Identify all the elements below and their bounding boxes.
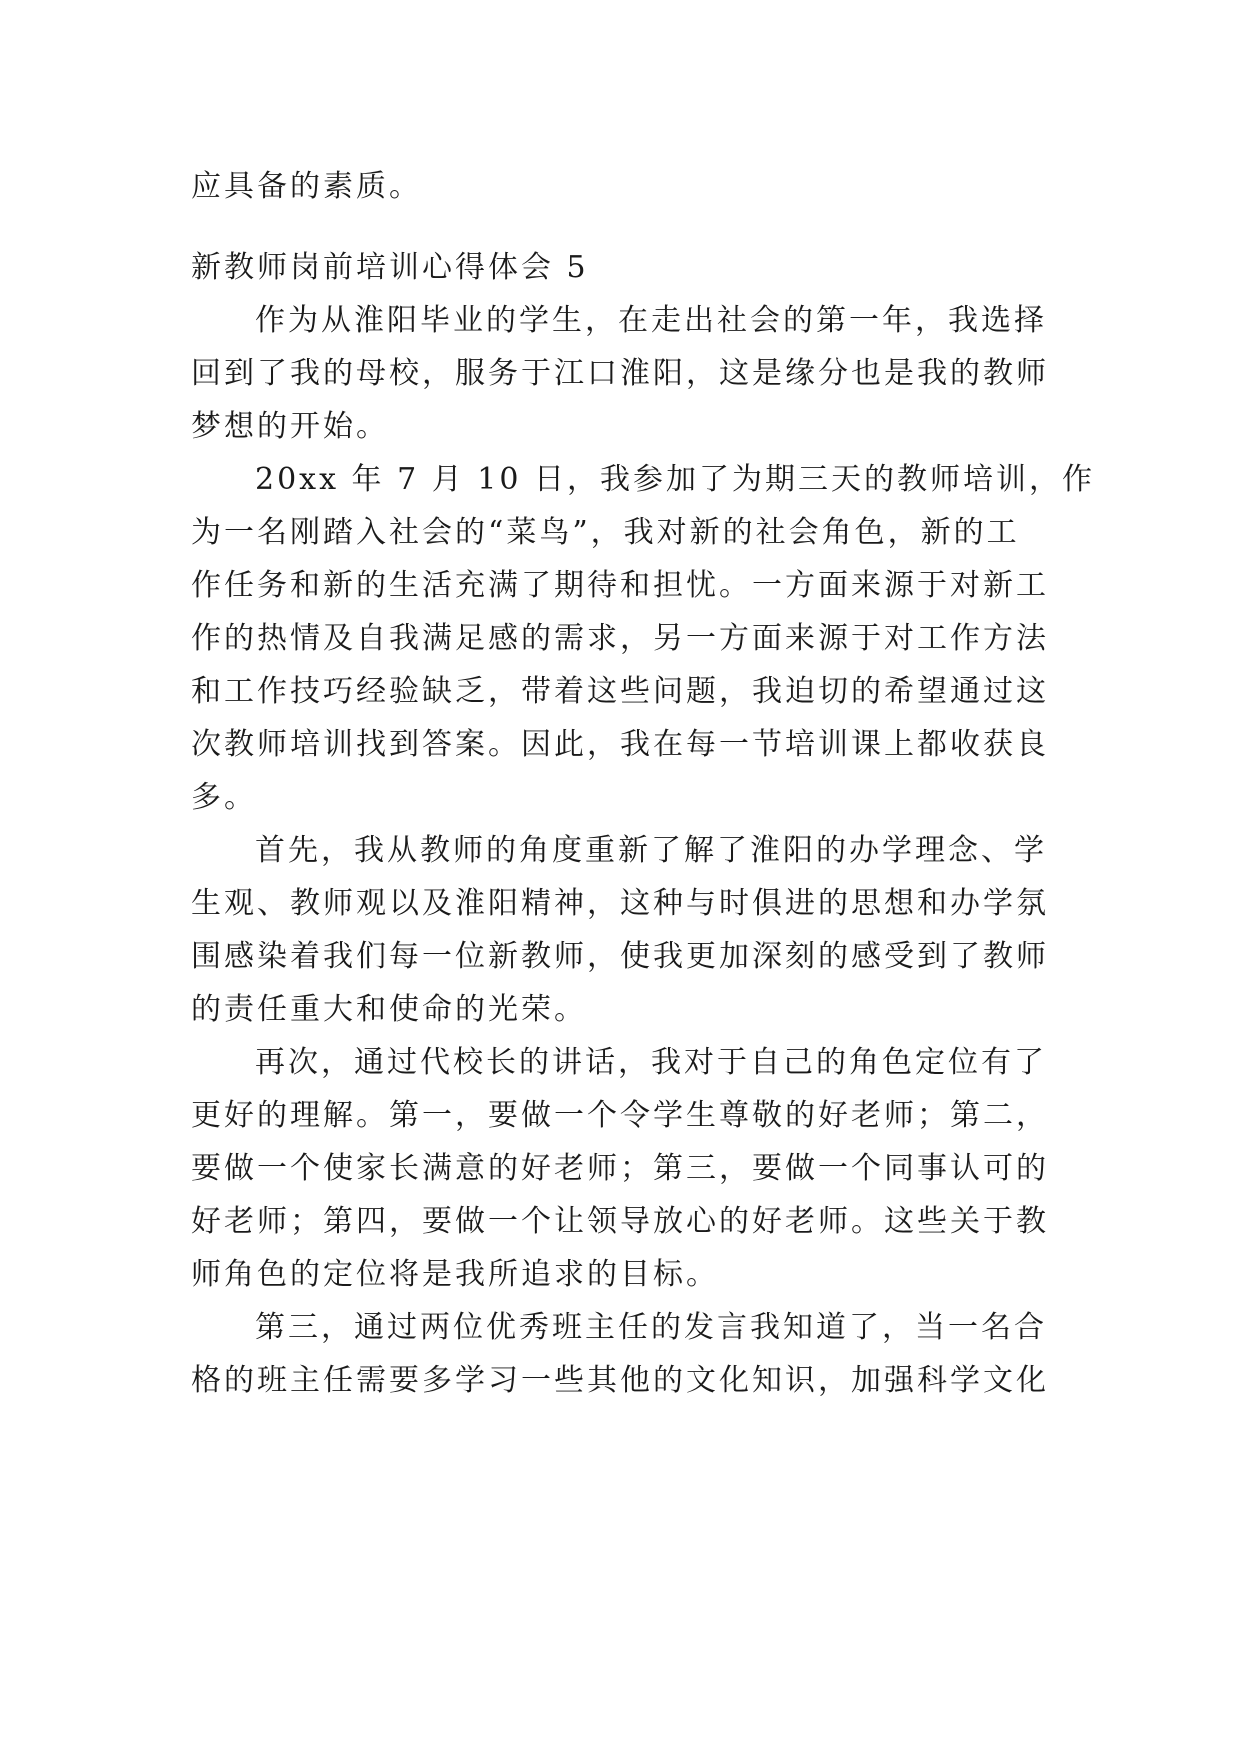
text-line: 次教师培训找到答案。因此，我在每一节培训课上都收获良 [191,727,1049,762]
paragraph [191,1036,1051,1301]
text-line: 作为从淮阳毕业的学生，在走出社会的第一年，我选择 [255,303,1047,338]
text-line: 再次，通过代校长的讲话，我对于自己的角色定位有了 [255,1045,1047,1080]
text-line: 梦想的开始。 [191,409,389,444]
text-line: 和工作技巧经验缺乏，带着这些问题，我迫切的希望通过这 [191,674,1049,709]
text-line: 生观、教师观以及淮阳精神，这种与时俱进的思想和办学氛 [191,886,1049,921]
text-line: 第三，通过两位优秀班主任的发言我知道了，当一名合 [255,1310,1047,1345]
paragraph [191,294,1051,453]
document-body [191,160,1095,1407]
text-line: 的责任重大和使命的光荣。 [191,992,587,1027]
text-line: 要做一个使家长满意的好老师；第三，要做一个同事认可的 [191,1151,1049,1186]
text-line: 首先，我从教师的角度重新了解了淮阳的办学理念、学 [255,833,1047,868]
paragraph [191,453,1095,824]
paragraph [191,824,1051,1036]
text-line: 回到了我的母校，服务于江口淮阳，这是缘分也是我的教师 [191,356,1049,391]
text-line: 师角色的定位将是我所追求的目标。 [191,1257,719,1292]
text-line: 围感染着我们每一位新教师，使我更加深刻的感受到了教师 [191,939,1049,974]
text-line: 作任务和新的生活充满了期待和担忧。一方面来源于对新工 [191,568,1049,603]
text-line: 格的班主任需要多学习一些其他的文化知识，加强科学文化 [191,1363,1049,1398]
paragraph [191,1301,1051,1407]
text-line: 为一名刚踏入社会的“菜鸟”，我对新的社会角色，新的工 [191,515,1020,550]
text-line: 应具备的素质。 [191,169,422,204]
text-line: 20xx 年 7 月 10 日，我参加了为期三天的教师培训，作 [255,462,1095,497]
text-line: 多。 [191,780,257,815]
text-line: 好老师；第四，要做一个让领导放心的好老师。这些关于教 [191,1204,1049,1239]
text-line: 作的热情及自我满足感的需求，另一方面来源于对工作方法 [191,621,1049,656]
section-heading: 新教师岗前培训心得体会 5 [191,250,589,285]
text-line: 更好的理解。第一，要做一个令学生尊敬的好老师；第二， [191,1098,1049,1133]
continued-fragment [191,160,1051,213]
